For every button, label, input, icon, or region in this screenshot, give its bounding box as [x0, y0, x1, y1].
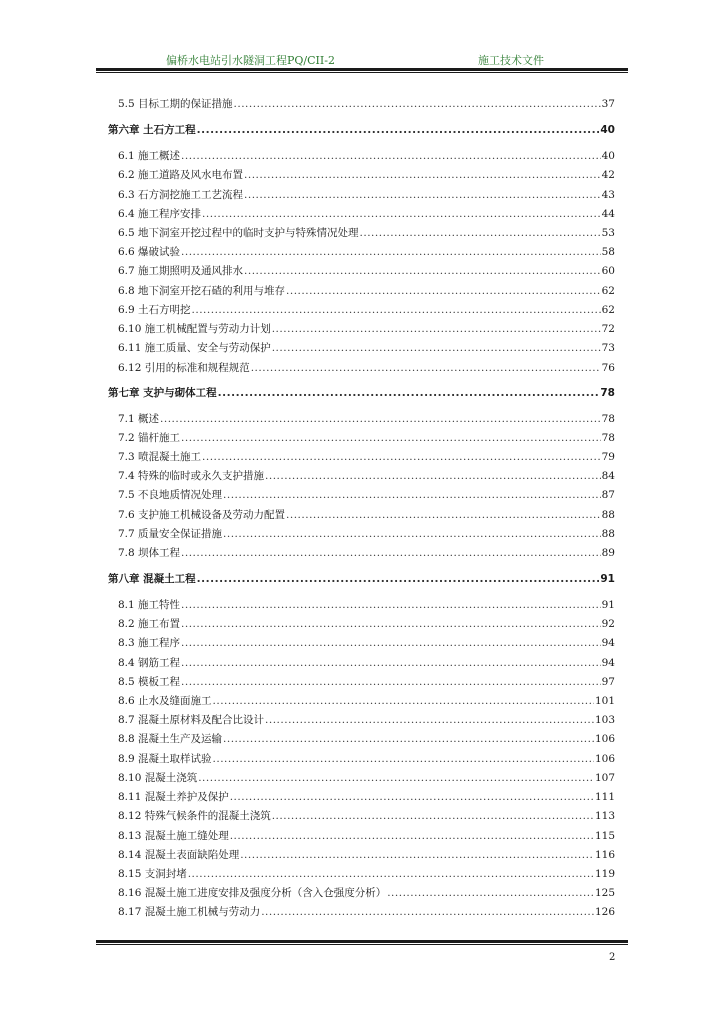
- toc-entry-title: 8.12 特殊气候条件的混凝土浇筑: [118, 810, 271, 822]
- toc-entry-title: 8.11 混凝土养护及保护: [118, 791, 229, 803]
- toc-entry-page: 126: [594, 906, 615, 918]
- toc-entry[interactable]: [118, 867, 615, 881]
- toc-entry-title: 6.12 引用的标准和规程规范: [118, 362, 250, 374]
- toc-entry-title: 6.5 地下洞室开挖过程中的临时支护与特殊情况处理: [118, 227, 359, 239]
- toc-entry-page: 62: [601, 304, 615, 316]
- toc-entry-title: 7.2 锚杆施工: [118, 432, 181, 444]
- toc-entry-title: 8.14 混凝土表面缺陷处理: [118, 849, 240, 861]
- toc-entry-title: 7.4 特殊的临时或永久支护措施: [118, 470, 265, 482]
- toc-entry-page: 92: [601, 618, 615, 630]
- toc-entry[interactable]: [118, 450, 615, 464]
- toc-entry-page: 40: [601, 150, 615, 162]
- toc-entry-page: 97: [601, 676, 615, 688]
- toc-dot-leader: [244, 264, 601, 278]
- toc-entry-page: 101: [594, 695, 615, 707]
- toc-entry-title: 第七章 支护与砌体工程: [108, 387, 217, 399]
- toc-dot-leader: [181, 546, 601, 560]
- toc-entry-title: 6.4 施工程序安排: [118, 208, 202, 220]
- toc-entry-page: 91: [600, 573, 615, 585]
- toc-entry[interactable]: [118, 284, 615, 298]
- toc-entry[interactable]: [118, 207, 615, 221]
- toc-entry-title: 7.1 概述: [118, 413, 160, 425]
- toc-dot-leader: [213, 694, 594, 708]
- toc-dot-leader: [230, 790, 594, 804]
- toc-entry-title: 第六章 土石方工程: [108, 124, 196, 136]
- toc-entry[interactable]: [118, 168, 615, 182]
- toc-dot-leader: [272, 322, 601, 336]
- toc-entry-page: 79: [601, 451, 615, 463]
- toc-entry[interactable]: [118, 656, 615, 670]
- toc-entry-title: 7.3 喷混凝土施工: [118, 451, 202, 463]
- page-number: 2: [609, 952, 616, 963]
- toc-entry-page: 119: [594, 868, 615, 880]
- toc-entry[interactable]: [118, 469, 615, 483]
- toc-entry[interactable]: [118, 361, 615, 375]
- toc-entry-title: 7.6 支护施工机械设备及劳动力配置: [118, 509, 286, 521]
- toc-entry-page: 78: [600, 387, 615, 399]
- toc-entry-title: 7.5 不良地质情况处理: [118, 489, 223, 501]
- toc-dot-leader: [181, 636, 601, 650]
- toc-entry[interactable]: [118, 546, 615, 560]
- toc-entry-page: 106: [594, 733, 615, 745]
- toc-dot-leader: [265, 469, 601, 483]
- toc-entry-title: 8.6 止水及缝面施工: [118, 695, 212, 707]
- toc-chapter-entry[interactable]: [108, 572, 615, 586]
- toc-entry-title: 8.15 支洞封堵: [118, 868, 187, 880]
- toc-entry[interactable]: [118, 226, 615, 240]
- toc-entry[interactable]: [118, 598, 615, 612]
- toc-entry-page: 53: [601, 227, 615, 239]
- toc-entry-page: 43: [601, 189, 615, 201]
- toc-entry[interactable]: [118, 245, 615, 259]
- toc-dot-leader: [265, 713, 594, 727]
- toc-dot-leader: [244, 188, 601, 202]
- toc-entry[interactable]: [118, 341, 615, 355]
- toc-entry-title: 6.9 土石方明挖: [118, 304, 191, 316]
- header-rule-thin: [96, 72, 628, 73]
- toc-entry-title: 8.2 施工布置: [118, 618, 181, 630]
- footer-rule-thin: [96, 944, 628, 945]
- toc-entry-page: 84: [601, 470, 615, 482]
- toc-dot-leader: [202, 450, 601, 464]
- toc-entry[interactable]: [118, 412, 615, 426]
- toc-dot-leader: [286, 284, 601, 298]
- toc-dot-leader: [272, 809, 594, 823]
- toc-entry-page: 58: [601, 246, 615, 258]
- toc-entry[interactable]: [118, 905, 615, 919]
- toc-entry-page: 72: [601, 323, 615, 335]
- toc-entry-title: 8.9 混凝土取样试验: [118, 753, 212, 765]
- toc-dot-leader: [202, 207, 601, 221]
- toc-dot-leader: [181, 656, 601, 670]
- toc-dot-leader: [286, 508, 601, 522]
- toc-entry[interactable]: [118, 732, 615, 746]
- toc-dot-leader: [213, 752, 594, 766]
- toc-dot-leader: [387, 886, 594, 900]
- toc-dot-leader: [240, 848, 594, 862]
- toc-entry-page: 89: [601, 547, 615, 559]
- toc-entry[interactable]: [118, 848, 615, 862]
- footer-rule: [96, 940, 628, 943]
- header-document-type: 施工技术文件: [478, 54, 544, 67]
- toc-entry[interactable]: [118, 322, 615, 336]
- toc-entry-title: 8.8 混凝土生产及运输: [118, 733, 223, 745]
- toc-entry[interactable]: [118, 713, 615, 727]
- toc-dot-leader: [198, 771, 594, 785]
- toc-entry-page: 44: [601, 208, 615, 220]
- toc-entry-page: 113: [594, 810, 615, 822]
- toc-entry-title: 8.17 混凝土施工机械与劳动力: [118, 906, 261, 918]
- toc-entry-title: 6.8 地下洞室开挖石碴的利用与堆存: [118, 285, 286, 297]
- toc-entry[interactable]: [118, 752, 615, 766]
- toc-entry-title: 6.2 施工道路及风水电布置: [118, 169, 244, 181]
- toc-entry-page: 40: [600, 124, 615, 136]
- toc-entry-page: 73: [601, 342, 615, 354]
- toc-entry-title: 8.1 施工特性: [118, 599, 181, 611]
- toc-entry[interactable]: [118, 508, 615, 522]
- toc-entry[interactable]: [118, 790, 615, 804]
- toc-entry-page: 116: [594, 849, 615, 861]
- toc-entry-page: 94: [601, 657, 615, 669]
- toc-entry-title: 8.3 施工程序: [118, 637, 181, 649]
- toc-entry-title: 8.13 混凝土施工缝处理: [118, 830, 229, 842]
- toc-dot-leader: [251, 361, 601, 375]
- toc-dot-leader: [230, 829, 594, 843]
- toc-dot-leader: [223, 732, 594, 746]
- toc-chapter-entry[interactable]: [108, 123, 615, 137]
- toc-entry-title: 8.4 钢筋工程: [118, 657, 181, 669]
- toc-entry-page: 42: [601, 169, 615, 181]
- toc-entry[interactable]: [118, 886, 615, 900]
- toc-entry-title: 6.7 施工期照明及通风排水: [118, 265, 244, 277]
- toc-entry-page: 76: [601, 362, 615, 374]
- toc-entry-page: 111: [594, 791, 615, 803]
- toc-entry-page: 103: [594, 714, 615, 726]
- toc-dot-leader: [244, 168, 601, 182]
- toc-entry-page: 62: [601, 285, 615, 297]
- toc-dot-leader: [197, 572, 600, 586]
- toc-entry-page: 94: [601, 637, 615, 649]
- toc-entry-page: 87: [601, 489, 615, 501]
- toc-entry[interactable]: [118, 149, 615, 163]
- toc-dot-leader: [234, 97, 601, 111]
- toc-dot-leader: [272, 341, 601, 355]
- toc-entry-title: 6.11 施工质量、安全与劳动保护: [118, 342, 271, 354]
- toc-entry-title: 6.6 爆破试验: [118, 246, 181, 258]
- toc-entry-title: 8.16 混凝土施工进度安排及强度分析（含入仓强度分析）: [118, 887, 387, 899]
- toc-dot-leader: [261, 905, 594, 919]
- toc-entry-page: 88: [601, 509, 615, 521]
- toc-dot-leader: [197, 123, 600, 137]
- toc-entry-title: 第八章 混凝土工程: [108, 573, 196, 585]
- header-project-title: 偏桥水电站引水隧洞工程PQ/CII-2: [166, 54, 335, 67]
- toc-dot-leader: [181, 245, 601, 259]
- toc-entry-title: 6.1 施工概述: [118, 150, 181, 162]
- toc-entry-page: 37: [601, 98, 615, 110]
- toc-entry-page: 78: [601, 413, 615, 425]
- toc-entry-title: 7.8 坝体工程: [118, 547, 181, 559]
- toc-entry-page: 91: [601, 599, 615, 611]
- toc-entry-page: 125: [594, 887, 615, 899]
- toc-entry-title: 7.7 质量安全保证措施: [118, 528, 223, 540]
- toc-dot-leader: [188, 867, 594, 881]
- toc-dot-leader: [223, 488, 601, 502]
- toc-entry-page: 107: [594, 772, 615, 784]
- toc-entry[interactable]: [118, 527, 615, 541]
- toc-entry[interactable]: [118, 636, 615, 650]
- toc-entry[interactable]: [118, 675, 615, 689]
- toc-dot-leader: [181, 598, 601, 612]
- toc-dot-leader: [192, 303, 601, 317]
- toc-entry-title: 8.10 混凝土浇筑: [118, 772, 198, 784]
- toc-dot-leader: [223, 527, 601, 541]
- toc-entry-title: 6.3 石方洞挖施工工艺流程: [118, 189, 244, 201]
- toc-dot-leader: [360, 226, 601, 240]
- toc-dot-leader: [181, 675, 601, 689]
- toc-entry[interactable]: [118, 771, 615, 785]
- toc-entry-page: 115: [594, 830, 615, 842]
- toc-entry-title: 8.7 混凝土原材料及配合比设计: [118, 714, 265, 726]
- toc-entry[interactable]: [118, 97, 615, 111]
- toc-entry-page: 60: [601, 265, 615, 277]
- header-rule: [96, 68, 628, 71]
- toc-entry-page: 88: [601, 528, 615, 540]
- toc-entry[interactable]: [118, 431, 615, 445]
- toc-dot-leader: [181, 149, 601, 163]
- toc-entry-title: 6.10 施工机械配置与劳动力计划: [118, 323, 271, 335]
- page-header: [96, 52, 628, 68]
- toc-entry[interactable]: [118, 188, 615, 202]
- toc-dot-leader: [181, 431, 601, 445]
- toc-entry[interactable]: [118, 303, 615, 317]
- toc-entry-title: 5.5 目标工期的保证措施: [118, 98, 233, 110]
- toc-dot-leader: [160, 412, 601, 426]
- toc-entry-page: 106: [594, 753, 615, 765]
- toc-entry-title: 8.5 模板工程: [118, 676, 181, 688]
- toc-entry[interactable]: [118, 829, 615, 843]
- toc-entry[interactable]: [118, 264, 615, 278]
- toc-entry-page: 78: [601, 432, 615, 444]
- toc-entry[interactable]: [118, 488, 615, 502]
- toc-chapter-entry[interactable]: [108, 386, 615, 400]
- toc-dot-leader: [181, 617, 601, 631]
- toc-entry[interactable]: [118, 617, 615, 631]
- toc-entry[interactable]: [118, 694, 615, 708]
- toc-entry[interactable]: [118, 809, 615, 823]
- toc-dot-leader: [218, 386, 600, 400]
